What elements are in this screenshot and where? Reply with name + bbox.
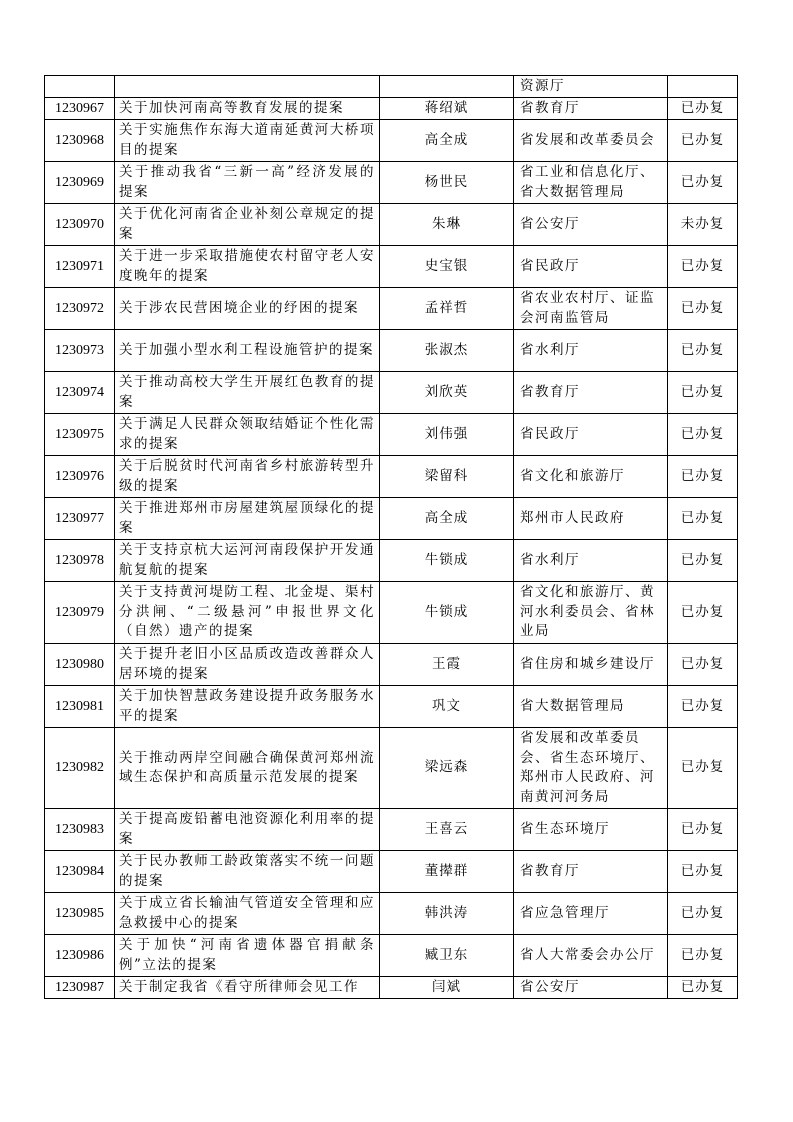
status-cell: 已办复 [668, 456, 738, 498]
handling-org-cell: 省工业和信息化厅、省大数据管理局 [514, 162, 668, 204]
proposal-title-cell: 关于优化河南省企业补刻公章规定的提案 [115, 204, 380, 246]
case-number-cell: 1230973 [45, 330, 115, 372]
handling-org-cell: 省教育厅 [514, 372, 668, 414]
proposal-title-cell: 关于支持黄河堤防工程、北金堤、渠村分洪闸、“二级悬河”申报世界文化（自然）遗产的提案 [115, 582, 380, 644]
handling-org-cell: 省水利厅 [514, 540, 668, 582]
proposer-cell: 孟祥哲 [380, 288, 514, 330]
proposer-cell: 张淑杰 [380, 330, 514, 372]
case-number-cell: 1230967 [45, 98, 115, 120]
status-cell: 已办复 [668, 935, 738, 977]
proposal-title-cell: 关于进一步采取措施使农村留守老人安度晚年的提案 [115, 246, 380, 288]
case-number-cell: 1230987 [45, 977, 115, 999]
proposal-title-cell: 关于支持京杭大运河河南段保护开发通航复航的提案 [115, 540, 380, 582]
case-number-cell: 1230972 [45, 288, 115, 330]
status-cell: 已办复 [668, 246, 738, 288]
proposal-title-cell: 关于民办教师工龄政策落实不统一问题的提案 [115, 851, 380, 893]
proposal-title-cell: 关于加快智慧政务建设提升政务服务水平的提案 [115, 686, 380, 728]
proposer-cell: 梁留科 [380, 456, 514, 498]
status-cell: 已办复 [668, 686, 738, 728]
proposer-cell: 杨世民 [380, 162, 514, 204]
status-cell: 已办复 [668, 288, 738, 330]
status-cell: 已办复 [668, 851, 738, 893]
table-row [45, 540, 738, 582]
handling-org-cell: 省文化和旅游厅、黄河水利委员会、省林业局 [514, 582, 668, 644]
handling-org-cell: 省生态环境厅 [514, 809, 668, 851]
handling-org-cell: 资源厅 [514, 76, 668, 98]
status-cell [668, 76, 738, 98]
table-row [45, 686, 738, 728]
proposer-cell: 史宝银 [380, 246, 514, 288]
case-number-cell: 1230978 [45, 540, 115, 582]
case-number-cell: 1230974 [45, 372, 115, 414]
proposer-cell: 高全成 [380, 120, 514, 162]
table-row [45, 372, 738, 414]
proposer-cell: 臧卫东 [380, 935, 514, 977]
proposer-cell: 韩洪涛 [380, 893, 514, 935]
status-cell: 已办复 [668, 372, 738, 414]
handling-org-cell: 省民政厅 [514, 414, 668, 456]
handling-org-cell: 省发展和改革委员会 [514, 120, 668, 162]
case-number-cell [45, 76, 115, 98]
status-cell: 已办复 [668, 120, 738, 162]
case-number-cell: 1230977 [45, 498, 115, 540]
case-number-cell: 1230982 [45, 728, 115, 809]
proposal-title-cell: 关于推动高校大学生开展红色教育的提案 [115, 372, 380, 414]
handling-org-cell: 省公安厅 [514, 977, 668, 999]
status-cell: 已办复 [668, 893, 738, 935]
case-number-cell: 1230980 [45, 644, 115, 686]
table-row [45, 851, 738, 893]
proposer-cell: 牛锁成 [380, 582, 514, 644]
case-number-cell: 1230984 [45, 851, 115, 893]
table-row [45, 414, 738, 456]
table-row [45, 456, 738, 498]
handling-org-cell: 省住房和城乡建设厅 [514, 644, 668, 686]
proposal-table [44, 75, 738, 999]
table-row [45, 330, 738, 372]
table-row [45, 498, 738, 540]
table-row [45, 893, 738, 935]
table-row [45, 977, 738, 999]
table-row [45, 728, 738, 809]
proposer-cell [380, 76, 514, 98]
case-number-cell: 1230968 [45, 120, 115, 162]
case-number-cell: 1230975 [45, 414, 115, 456]
proposal-title-cell: 关于成立省长输油气管道安全管理和应急救援中心的提案 [115, 893, 380, 935]
proposer-cell: 蒋绍斌 [380, 98, 514, 120]
proposer-cell: 王喜云 [380, 809, 514, 851]
status-cell: 已办复 [668, 98, 738, 120]
handling-org-cell: 省文化和旅游厅 [514, 456, 668, 498]
proposal-title-cell: 关于实施焦作东海大道南延黄河大桥项目的提案 [115, 120, 380, 162]
handling-org-cell: 省农业农村厅、证监会河南监管局 [514, 288, 668, 330]
table-row [45, 204, 738, 246]
proposal-title-cell: 关于满足人民群众领取结婚证个性化需求的提案 [115, 414, 380, 456]
proposal-title-cell: 关于提高废铅蓄电池资源化利用率的提案 [115, 809, 380, 851]
handling-org-cell: 省教育厅 [514, 851, 668, 893]
status-cell: 已办复 [668, 540, 738, 582]
status-cell: 已办复 [668, 644, 738, 686]
status-cell: 已办复 [668, 498, 738, 540]
status-cell: 已办复 [668, 809, 738, 851]
case-number-cell: 1230986 [45, 935, 115, 977]
status-cell: 已办复 [668, 162, 738, 204]
handling-org-cell: 省人大常委会办公厅 [514, 935, 668, 977]
table-row [45, 246, 738, 288]
proposer-cell: 高全成 [380, 498, 514, 540]
status-cell: 已办复 [668, 728, 738, 809]
handling-org-cell: 省水利厅 [514, 330, 668, 372]
handling-org-cell: 省发展和改革委员会、省生态环境厅、郑州市人民政府、河南黄河河务局 [514, 728, 668, 809]
proposer-cell: 朱琳 [380, 204, 514, 246]
proposal-title-cell: 关于涉农民营困境企业的纾困的提案 [115, 288, 380, 330]
table-row [45, 288, 738, 330]
proposal-title-cell: 关于加快“河南省遗体器官捐献条例”立法的提案 [115, 935, 380, 977]
case-number-cell: 1230969 [45, 162, 115, 204]
proposer-cell: 王霞 [380, 644, 514, 686]
table-row [45, 162, 738, 204]
table-row [45, 935, 738, 977]
status-cell: 已办复 [668, 414, 738, 456]
case-number-cell: 1230985 [45, 893, 115, 935]
proposal-title-cell: 关于加强小型水利工程设施管护的提案 [115, 330, 380, 372]
case-number-cell: 1230970 [45, 204, 115, 246]
case-number-cell: 1230983 [45, 809, 115, 851]
handling-org-cell: 省大数据管理局 [514, 686, 668, 728]
case-number-cell: 1230971 [45, 246, 115, 288]
proposer-cell: 梁远森 [380, 728, 514, 809]
proposal-title-cell: 关于后脱贫时代河南省乡村旅游转型升级的提案 [115, 456, 380, 498]
table-row-continuation [45, 76, 738, 98]
proposer-cell: 刘伟强 [380, 414, 514, 456]
proposal-title-cell [115, 76, 380, 98]
proposer-cell: 牛锁成 [380, 540, 514, 582]
handling-org-cell: 省教育厅 [514, 98, 668, 120]
table-row [45, 809, 738, 851]
table-row [45, 120, 738, 162]
table-row [45, 582, 738, 644]
proposal-title-cell: 关于推动我省“三新一高”经济发展的提案 [115, 162, 380, 204]
case-number-cell: 1230981 [45, 686, 115, 728]
case-number-cell: 1230979 [45, 582, 115, 644]
case-number-cell: 1230976 [45, 456, 115, 498]
handling-org-cell: 省公安厅 [514, 204, 668, 246]
proposal-title-cell: 关于提升老旧小区品质改造改善群众人居环境的提案 [115, 644, 380, 686]
status-cell: 已办复 [668, 977, 738, 999]
status-cell: 未办复 [668, 204, 738, 246]
table-row [45, 98, 738, 120]
table-row [45, 644, 738, 686]
proposal-title-cell: 关于加快河南高等教育发展的提案 [115, 98, 380, 120]
proposer-cell: 闫斌 [380, 977, 514, 999]
proposer-cell: 巩文 [380, 686, 514, 728]
proposer-cell: 刘欣英 [380, 372, 514, 414]
proposal-title-cell: 关于推进郑州市房屋建筑屋顶绿化的提案 [115, 498, 380, 540]
handling-org-cell: 省应急管理厅 [514, 893, 668, 935]
proposal-title-cell: 关于推动两岸空间融合确保黄河郑州流域生态保护和高质量示范发展的提案 [115, 728, 380, 809]
proposal-table-body [45, 76, 738, 999]
proposal-title-cell: 关于制定我省《看守所律师会见工作 [115, 977, 380, 999]
status-cell: 已办复 [668, 330, 738, 372]
handling-org-cell: 郑州市人民政府 [514, 498, 668, 540]
status-cell: 已办复 [668, 582, 738, 644]
handling-org-cell: 省民政厅 [514, 246, 668, 288]
proposer-cell: 董撵群 [380, 851, 514, 893]
